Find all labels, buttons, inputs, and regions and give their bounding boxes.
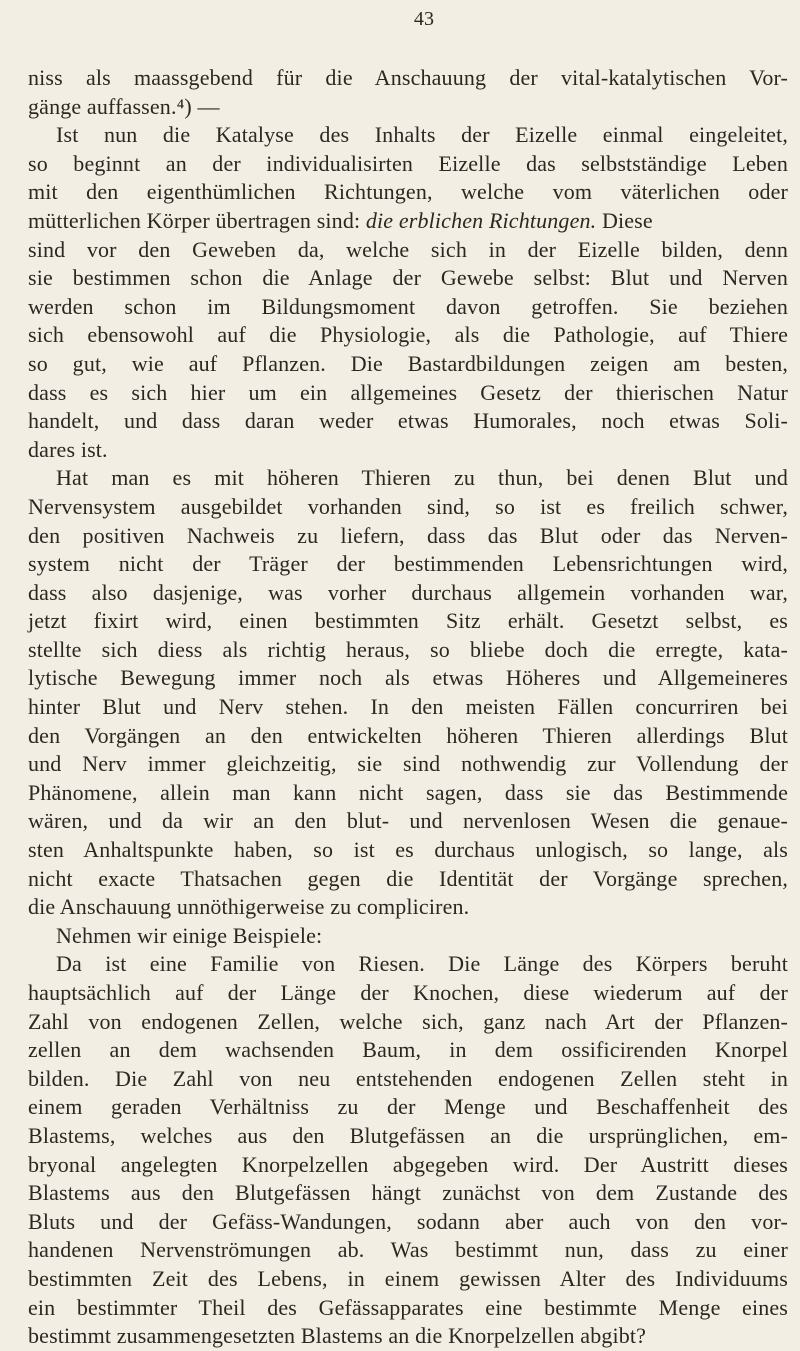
text-line: bestimmten Zeit des Lebens, in einem gewissen Alter des Individuums (28, 1265, 788, 1291)
text-line: so beginnt an der individualisirten Eizelle das selbstständige Leben (28, 150, 788, 176)
text-line: Phänomene, allein man kann nicht sagen, dass sie das Bestimmende (28, 779, 788, 805)
text-line: hinter Blut und Nerv stehen. In den meisten Fällen concurriren bei (28, 694, 788, 720)
text-line: sie bestimmen schon die Anlage der Gewebe selbst: Blut und Nerven (28, 265, 788, 291)
text-line: sind vor den Geweben da, welche sich in der Eizelle bilden, denn (28, 236, 788, 262)
text-line: niss als maassgebend für die Anschauung der vital-katalytischen Vor- (28, 65, 788, 90)
text-line: zellen an dem wachsenden Baum, in dem ossificirenden Knorpel (28, 1037, 788, 1063)
text-line: Hat man es mit höheren Thieren zu thun, bei denen Blut und (56, 465, 788, 491)
book-page (28, 0, 800, 1349)
text-line: so gut, wie auf Pflanzen. Die Bastardbildungen zeigen am besten, (28, 350, 788, 376)
text-line: bestimmt zusammengesetzten Blastems an die Knorpelzellen abgibt? (28, 1323, 647, 1349)
text-line: und Nerv immer gleichzeitig, sie sind nothwendig zur Vollendung der (28, 751, 788, 777)
text-line: den positiven Nachweis zu liefern, dass das Blut oder das Nerven- (28, 522, 788, 548)
text-line: ein bestimmter Theil des Gefässapparates eine bestimmte Menge eines (28, 1294, 788, 1320)
text-line: sich ebensowohl auf die Physiologie, als die Pathologie, auf Thiere (28, 322, 788, 348)
text-line: die Anschauung unnöthigerweise zu compliciren. (28, 894, 470, 920)
text-line: einem geraden Verhältniss zu der Menge und Beschaffenheit des (28, 1094, 788, 1120)
text-line: Blastems aus den Blutgefässen hängt zunächst von dem Zustande des (28, 1180, 788, 1206)
text-line: dass also dasjenige, was vorher durchaus allgemein vorhanden war, (28, 579, 788, 605)
text-line: handenen Nervenströmungen ab. Was bestimmt nun, dass zu einer (28, 1237, 788, 1263)
text-line: Nehmen wir einige Beispiele: (56, 922, 323, 948)
text-line: nicht exacte Thatsachen gegen die Identität der Vorgänge sprechen, (28, 865, 788, 891)
italic-phrase: die erblichen Richtungen. (365, 207, 597, 233)
text-segment: mütterlichen Körper übertragen sind: (28, 207, 366, 233)
text-line: Blastems, welches aus den Blutgefässen an die ursprünglichen, em- (28, 1122, 788, 1148)
text-line: sten Anhaltspunkte haben, so ist es durchaus unlogisch, so lange, als (28, 837, 788, 863)
text-line: Zahl von endogenen Zellen, welche sich, ganz nach Art der Pflanzen- (28, 1008, 788, 1034)
text-line: dares ist. (28, 436, 108, 462)
text-line: bryonal angelegten Knorpelzellen abgegeben wird. Der Austritt dieses (28, 1151, 788, 1177)
page-number: 43 (413, 8, 435, 30)
text-line: stellte sich diess als richtig heraus, so bliebe doch die erregte, kata- (28, 636, 788, 662)
text-line: hauptsächlich auf der Länge der Knochen, diese wiederum auf der (28, 980, 788, 1005)
text-line: wären, und da wir an den blut- und nervenlosen Wesen die genaue- (28, 808, 788, 834)
text-line: dass es sich hier um ein allgemeines Gesetz der thierischen Natur (28, 379, 788, 405)
text-line: gänge auffassen.⁴) — (28, 93, 220, 119)
text-line-with-emphasis (28, 207, 788, 236)
text-line: handelt, und dass daran weder etwas Humorales, noch etwas Soli- (28, 408, 788, 434)
text-line: mit den eigenthümlichen Richtungen, welche vom väterlichen oder (28, 179, 788, 205)
text-line: lytische Bewegung immer noch als etwas Höheres und Allgemeineres (28, 665, 788, 691)
text-line: Da ist eine Familie von Riesen. Die Länge des Körpers beruht (56, 951, 788, 977)
text-line: bilden. Die Zahl von neu entstehenden endogenen Zellen steht in (28, 1065, 788, 1091)
text-line: jetzt fixirt wird, einen bestimmten Sitz erhält. Gesetzt selbst, es (28, 608, 788, 634)
text-segment: Diese (596, 207, 653, 233)
text-line: den Vorgängen an den entwickelten höheren Thieren allerdings Blut (28, 722, 788, 748)
text-line: Bluts und der Gefäss-Wandungen, sodann aber auch von den vor- (28, 1208, 788, 1234)
text-line: Ist nun die Katalyse des Inhalts der Eizelle einmal eingeleitet, (56, 122, 788, 148)
text-line: Nervensystem ausgebildet vorhanden sind, so ist es freilich schwer, (28, 493, 788, 519)
text-line: werden schon im Bildungsmoment davon getroffen. Sie beziehen (28, 293, 788, 319)
body-text (28, 64, 788, 1351)
text-line: system nicht der Träger der bestimmenden Lebensrichtungen wird, (28, 551, 788, 577)
